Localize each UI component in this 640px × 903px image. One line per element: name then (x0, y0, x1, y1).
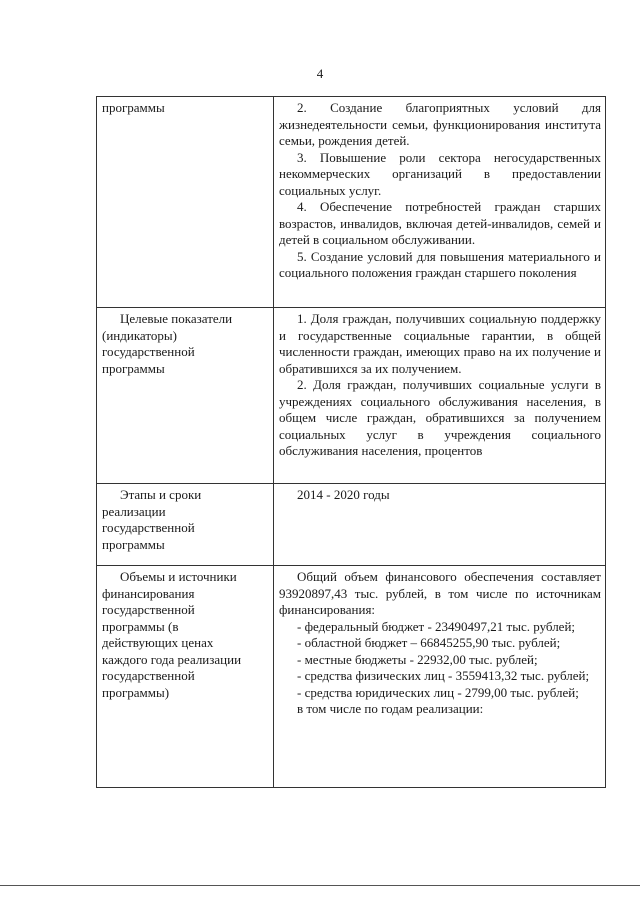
page-bottom-rule (0, 885, 640, 886)
finance-item: Общий объем финансового обеспечения составляет 93920897,43 тыс. рублей, в том числе по источникам финансирования: (279, 569, 601, 617)
goal-item: 4. Обеспечение потребностей граждан старших возрастов, инвалидов, включая детей-инвалидов, семей и детей в социальном обслуживании. (279, 199, 601, 247)
program-passport-table (96, 96, 606, 788)
table-row-indicators (97, 308, 606, 484)
row-label-cell (97, 97, 274, 308)
goal-item: 2. Создание благоприятных условий для жизнедеятельности семьи, функционирования института семьи, рождения детей. (279, 100, 601, 148)
row-content-cell (274, 97, 606, 308)
goal-item: 5. Создание условий для повышения материального и социального положения граждан старшего поколения (279, 248, 601, 280)
row-label-cell (97, 566, 274, 788)
goal-item: 3. Повышение роли сектора негосударственных некоммерческих организаций в предоставлении социальных услуг. (279, 149, 601, 198)
indicator-item: 2. Доля граждан, получивших социальные услуги в учреждениях социального обслуживания населения, в общем числе граждан, обратившихся за получением социальных услуг в учреждения социального обслуживания населения, процентов (279, 377, 601, 458)
indicator-item: 1. Доля граждан, получивших социальную поддержку и государственные социальные гарантии, в общей численности граждан, имеющих право на их получение и обратившихся за их получением. (279, 311, 601, 376)
row-label: Целевые показатели (индикаторы) государственной программы (102, 311, 233, 376)
row-content-cell (274, 484, 606, 566)
row-content-cell (274, 308, 606, 484)
finance-item: - средства юридических лиц - 2799,00 тыс. рублей; (297, 684, 579, 700)
table-row-goals (97, 97, 606, 308)
row-label-cell (97, 484, 274, 566)
row-label: Этапы и сроки реализации государственной программы (102, 487, 202, 552)
row-label: программы (102, 100, 165, 115)
finance-item: - местные бюджеты - 22932,00 тыс. рублей; (297, 651, 538, 667)
row-label: Объемы и источники финансирования государственной программы (в действующих ценах каждого года реализации государственной программы) (102, 569, 242, 700)
finance-item: - федеральный бюджет - 23490497,21 тыс. рублей; (297, 618, 576, 634)
row-label-cell (97, 308, 274, 484)
table-row-stages (97, 484, 606, 566)
finance-item: - областной бюджет – 66845255,90 тыс. рублей; (297, 635, 561, 650)
finance-item: в том числе по годам реализации: (297, 701, 484, 716)
table-row-finance (97, 566, 606, 788)
row-content-cell (274, 566, 606, 788)
finance-item: - средства физических лиц - 3559413,32 тыс. рублей; (297, 668, 590, 683)
page-number: 4 (316, 66, 324, 81)
stages-value: 2014 - 2020 годы (297, 487, 390, 502)
